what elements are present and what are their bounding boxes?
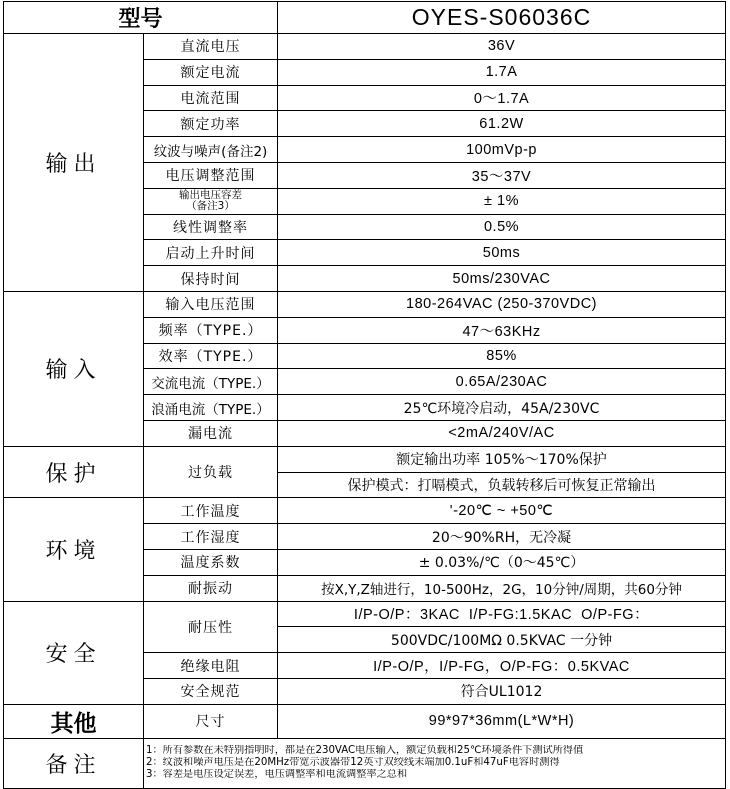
- table-row: [4, 446, 726, 472]
- row-label: 过负载: [144, 446, 278, 498]
- note-line: 3：容差是电压设定误差，电压调整率和电流调整率之总和: [146, 769, 408, 781]
- row-value: 47～63KHz: [278, 317, 726, 343]
- label-line: （备注3）: [186, 200, 235, 213]
- group-output: 输出: [4, 34, 144, 292]
- row-label: 线性调整率: [144, 214, 278, 240]
- row-label: 浪涌电流（TYPE.）: [144, 395, 278, 421]
- row-value: 按X,Y,Z轴进行，10-500Hz，2G，10分钟/周期，共60分钟: [278, 575, 726, 601]
- row-label: 耐振动: [144, 575, 278, 601]
- row-label: 启动上升时间: [144, 240, 278, 266]
- row-value: <2mA/240V/AC: [278, 420, 726, 446]
- note-line: 1：所有参数在未特别指明时，都是在230VAC电压输入，额定负载和25℃环境条件下测试所得值: [146, 744, 584, 756]
- note-line: 2：纹波和噪声电压是在20MHz带宽示波器带12英寸双绞线末端加0.1uF和47uF电容时测得: [146, 757, 560, 769]
- row-label: 直流电压: [144, 34, 278, 60]
- row-label: 频率（TYPE.）: [144, 317, 278, 343]
- table-row: [4, 498, 726, 524]
- row-label: 纹波与噪声(备注2): [144, 137, 278, 163]
- row-label: 工作湿度: [144, 524, 278, 550]
- row-label: 安全规范: [144, 678, 278, 704]
- row-value: '-20℃ ~ +50℃: [278, 498, 726, 524]
- table-row: [4, 34, 726, 60]
- row-label: 输入电压范围: [144, 291, 278, 317]
- row-value: 1.7A: [278, 59, 726, 85]
- row-value: I/P-O/P，I/P-FG，O/P-FG：0.5KVAC: [278, 653, 726, 679]
- row-value: 额定输出功率 105%～170%保护: [278, 446, 726, 472]
- row-label: 温度系数: [144, 549, 278, 575]
- row-value: 0～1.7A: [278, 85, 726, 111]
- table-row: [4, 704, 726, 738]
- table-row: [4, 738, 726, 788]
- notes-cell: [144, 738, 726, 788]
- row-value: 35～37V: [278, 162, 726, 188]
- group-safety: 安全: [4, 601, 144, 704]
- row-label: 电压调整范围: [144, 162, 278, 188]
- row-label: 漏电流: [144, 420, 278, 446]
- row-value: 50ms: [278, 240, 726, 266]
- row-value: 25℃环境冷启动，45A/230VC: [278, 395, 726, 421]
- row-value: 0.5%: [278, 214, 726, 240]
- row-value: I/P-O/P：3KAC I/P-FG:1.5KAC O/P-FG：: [278, 601, 726, 627]
- spec-table: [3, 1, 726, 789]
- row-label: 耐压性: [144, 601, 278, 653]
- row-label: 效率（TYPE.）: [144, 343, 278, 369]
- row-value: 99*97*36mm(L*W*H): [278, 704, 726, 738]
- row-value: 36V: [278, 34, 726, 60]
- row-value: ± 1%: [278, 188, 726, 214]
- model-label: 型号: [4, 2, 278, 34]
- label-line: 输出电压容差: [179, 189, 242, 202]
- row-value: 500VDC/100MΩ 0.5KVAC 一分钟: [278, 627, 726, 653]
- header-row: [4, 2, 726, 34]
- row-value: ± 0.03%/℃（0～45℃）: [278, 549, 726, 575]
- table-row: [4, 291, 726, 317]
- row-value: 180-264VAC (250-370VDC): [278, 291, 726, 317]
- row-value: 50ms/230VAC: [278, 266, 726, 292]
- row-label: 交流电流（TYPE.）: [144, 369, 278, 395]
- table-row: [4, 601, 726, 627]
- row-value: 0.65A/230AC: [278, 369, 726, 395]
- group-environment: 环境: [4, 498, 144, 601]
- row-value: 保护模式：打嗝模式，负载转移后可恢复正常输出: [278, 472, 726, 498]
- model-number: OYES-S06036C: [278, 2, 726, 34]
- row-value: 20～90%RH，无冷凝: [278, 524, 726, 550]
- row-label: 工作温度: [144, 498, 278, 524]
- row-label: 电流范围: [144, 85, 278, 111]
- row-label: 额定电流: [144, 59, 278, 85]
- group-notes: 备注: [4, 738, 144, 788]
- group-protection: 保护: [4, 446, 144, 498]
- row-value: 85%: [278, 343, 726, 369]
- row-label: 绝缘电阻: [144, 653, 278, 679]
- group-input: 输入: [4, 291, 144, 446]
- row-label: 额定功率: [144, 111, 278, 137]
- row-value: 100mVp-p: [278, 137, 726, 163]
- group-other: 其他: [4, 704, 144, 738]
- row-label: [144, 188, 278, 214]
- row-label: 尺寸: [144, 704, 278, 738]
- row-value: 符合UL1012: [278, 678, 726, 704]
- row-value: 61.2W: [278, 111, 726, 137]
- row-label: 保持时间: [144, 266, 278, 292]
